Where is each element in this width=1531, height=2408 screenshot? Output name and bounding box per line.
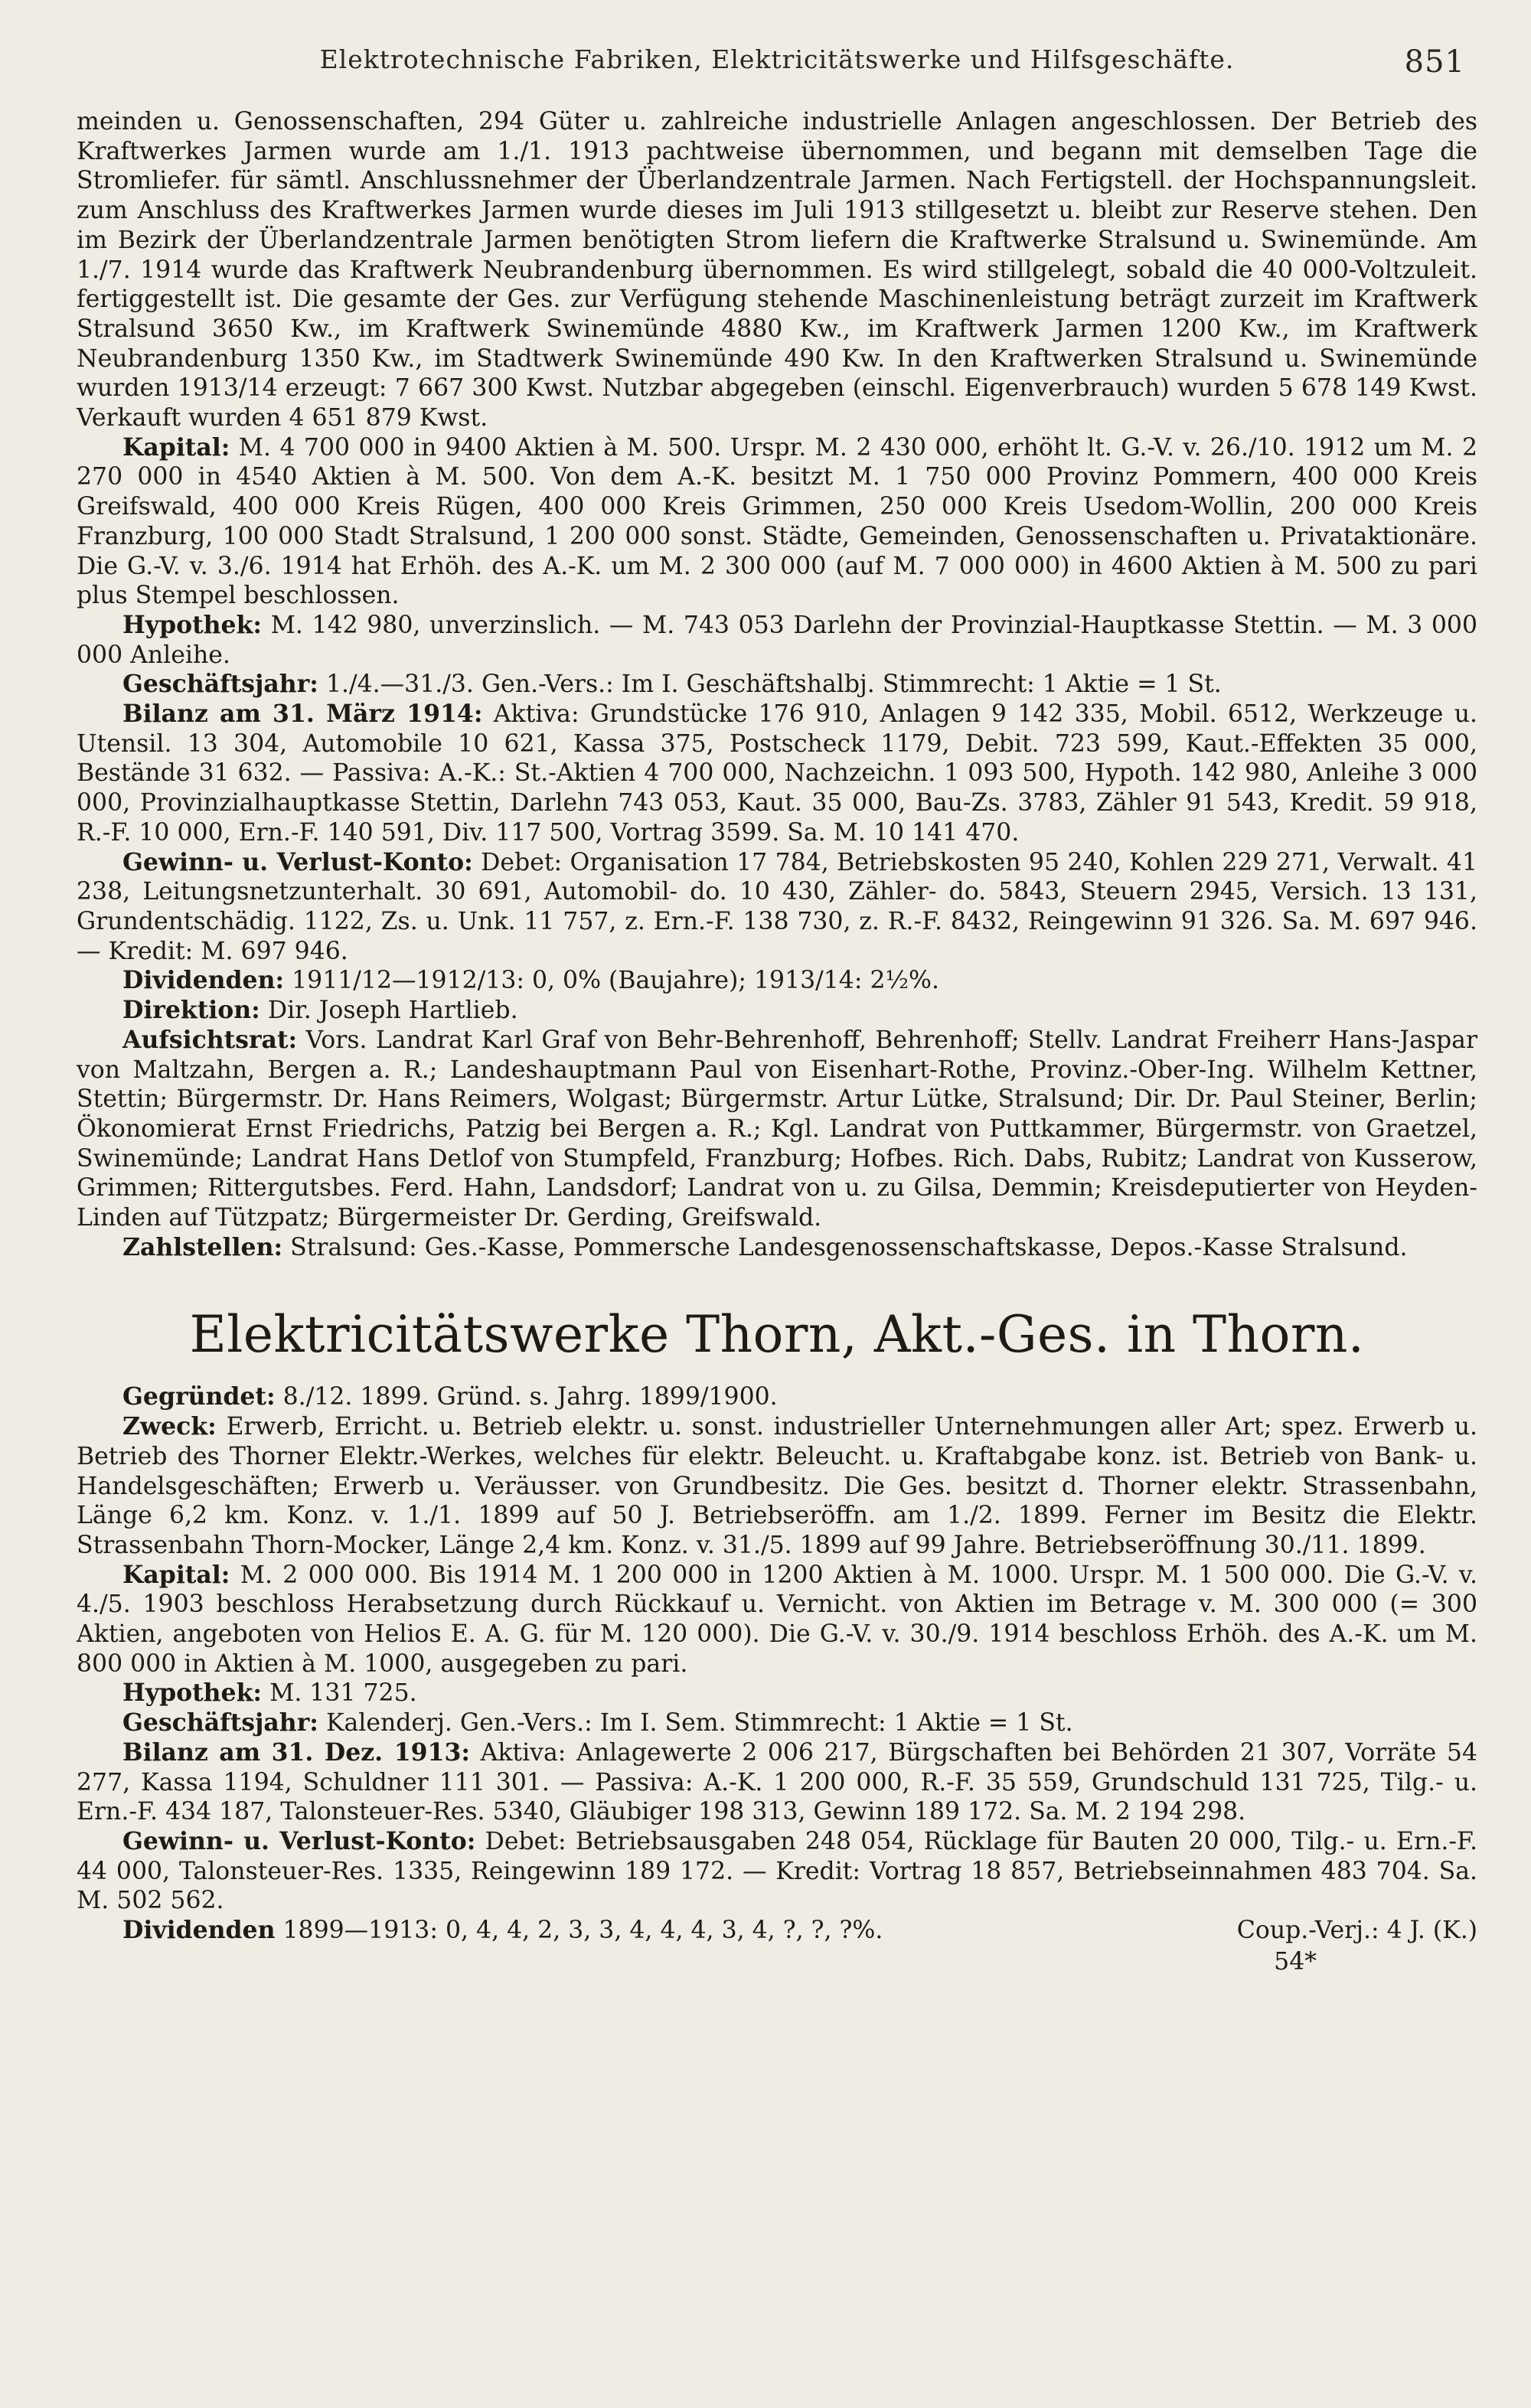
dividends-row <box>77 1916 1477 1946</box>
para-label: Kapital: <box>122 432 230 462</box>
paragraph-gewinn-verlust-2 <box>77 1827 1477 1916</box>
paragraph-dividenden <box>77 966 1477 996</box>
para-label: Bilanz am 31. Dez. 1913: <box>122 1737 470 1767</box>
running-head-title: Elektrotechnische Fabriken, Elektricitätswerke und Hilfsgeschäfte. <box>319 44 1235 74</box>
dividends-label: Dividenden <box>122 1916 276 1945</box>
para-label: Hypothek: <box>122 1679 263 1708</box>
signature-mark: 54* <box>1274 1947 1317 1976</box>
paragraph-geschaeftsjahr-2 <box>77 1708 1477 1738</box>
paragraph-hypothek-2 <box>77 1679 1477 1708</box>
company-title: Elektricitätswerke Thorn, Akt.-Ges. in Thorn. <box>189 1305 1365 1365</box>
para-text: Aktiva: Grundstücke 176 910, Anlagen 9 142 335, Mobil. 6512, Werkzeuge u. Utensil. 13 304, Automobile 10 621, Kassa 375, Postscheck 1179, Debit. 723 599, Kaut.-Effekten 35 000, Bestände 31 632. — Passiva: A.-K.: St.-Aktien 4 700 000, Nachzeichn. 1 093 500, Hypoth. 142 980, Anleihe 3 000 000, Provinzialhauptkasse Stettin, Darlehn 743 053, Kaut. 35 000, Bau-Zs. 3783, Zähler 91 543, Kredit. 59 918, R.-F. 10 000, Ern.-F. 140 591, Div. 117 500, Vortrag 3599. Sa. M. 10 141 470. <box>77 700 1478 847</box>
dividends-text: 1899—1913: 0, 4, 4, 2, 3, 3, 4, 4, 4, 3, 4, ?, ?, ?%. <box>282 1917 883 1945</box>
para-label: Dividenden: <box>122 966 285 995</box>
para-text: 8./12. 1899. Gründ. s. Jahrg. 1899/1900. <box>282 1383 778 1411</box>
paragraph-gewinn-verlust <box>77 848 1477 967</box>
para-text: M. 4 700 000 in 9400 Aktien à M. 500. Urspr. M. 2 430 000, erhöht lt. G.-V. v. 26./10. 1912 um M. 2 270 000 in 4540 Aktien à M. 500. Von dem A.-K. besitzt M. 1 750 000 Provinz Pommern, 400 000 Kreis Greifswald, 400 000 Kreis Rügen, 400 000 Kreis Grimmen, 250 000 Kreis Usedom-Wollin, 200 000 Kreis Franzburg, 100 000 Stadt Stralsund, 1 200 000 sonst. Städte, Gemeinden, Genossenschaften u. Privataktionäre. Die G.-V. v. 3./6. 1914 hat Erhöh. des A.-K. um M. 2 300 000 (auf M. 7 000 000) in 4600 Aktien à M. 500 zu pari plus Stempel beschlossen. <box>77 433 1478 610</box>
para-text: Vors. Landrat Karl Graf von Behr-Behrenhoff, Behrenhoff; Stellv. Landrat Freiherr Hans-Jaspar von Maltzahn, Bergen a. R.; Landeshauptmann Paul von Eisenhart-Rothe, Provinz.-Ober-Ing. Wilhelm Kettner, Stettin; Bürgermstr. Dr. Hans Reimers, Wolgast; Bürgermstr. Artur Lütke, Stralsund; Dir. Dr. Paul Steiner, Berlin; Ökonomierat Ernst Friedrichs, Patzig bei Bergen a. R.; Kgl. Landrat von Puttkammer, Bürgermstr. von Graetzel, Swinemünde; Landrat Hans Detlof von Stumpfeld, Franzburg; Hofbes. Rich. Dabs, Rubitz; Landrat von Kusserow, Grimmen; Rittergutsbes. Ferd. Hahn, Landsdorf; Landrat von u. zu Gilsa, Demmin; Kreisdeputierter von Heyden-Linden auf Tützpatz; Bürgermeister Dr. Gerding, Greifswald. <box>77 1026 1478 1232</box>
para-label: Kapital: <box>122 1560 230 1589</box>
paragraph-geschaeftsjahr <box>77 670 1477 700</box>
para-text: meinden u. Genossenschaften, 294 Güter u. zahlreiche industrielle Anlagen angeschlossen. Der Betrieb des Kraftwerkes Jarmen wurde am 1./1. 1913 pachtweise übernommen, und begann mit demselben Tage die Stromliefer. für sämtl. Anschlussnehmer der Überlandzentrale Jarmen. Nach Fertigstell. der Hochspannungsleit. zum Anschluss des Kraftwerkes Jarmen wurde dieses im Juli 1913 stillgesetzt u. bleibt zur Reserve stehen. Den im Bezirk der Überlandzentrale Jarmen benötigten Strom liefern die Kraftwerke Stralsund u. Swinemünde. Am 1./7. 1914 wurde das Kraftwerk Neubrandenburg übernommen. Es wird stillgelegt, sobald die 40 000-Voltzuleit. fertiggestellt ist. Die gesamte der Ges. zur Verfügung stehende Maschinenleistung beträgt zurzeit im Kraftwerk Stralsund 3650 Kw., im Kraftwerk Swinemünde 4880 Kw., im Kraftwerk Jarmen 1200 Kw., im Kraftwerk Neubrandenburg 1350 Kw., im Stadtwerk Swinemünde 490 Kw. In den Kraftwerken Stralsund u. Swinemünde wurden 1913/14 erzeugt: 7 667 300 Kwst. Nutzbar abgegeben (einschl. Eigenverbrauch) wurden 5 678 149 Kwst. Verkauft wurden 4 651 879 Kwst. <box>77 108 1477 432</box>
paragraph-direktion <box>77 996 1477 1026</box>
paragraph-zahlstellen <box>77 1233 1477 1263</box>
para-text: 1911/12—1912/13: 0, 0% (Baujahre); 1913/14: 2½%. <box>292 967 939 995</box>
para-label: Gewinn- u. Verlust-Konto: <box>122 1826 476 1855</box>
para-text: 1./4.—31./3. Gen.-Vers.: Im I. Geschäftshalbj. Stimmrecht: 1 Aktie = 1 St. <box>325 671 1222 699</box>
coupon-text: Coup.-Verj.: 4 J. (K.) <box>1236 1917 1477 1945</box>
paragraph-bilanz <box>77 700 1477 848</box>
dividends-entry <box>77 1916 883 1946</box>
page-number: 851 <box>1404 44 1465 80</box>
paragraph-gegruendet <box>77 1382 1477 1412</box>
para-label: Hypothek: <box>122 610 263 639</box>
para-text: Debet: Betriebsausgaben 248 054, Rücklage für Bauten 20 000, Tilg.- u. Ern.-F. 44 000, Talonsteuer-Res. 1335, Reingewinn 189 172. — Kredit: Vortrag 18 857, Betriebseinnahmen 483 704. Sa. M. 502 562. <box>77 1827 1478 1915</box>
para-label: Gewinn- u. Verlust-Konto: <box>122 847 473 876</box>
section-1 <box>77 107 1477 1262</box>
paragraph-1 <box>77 107 1477 433</box>
paragraph-hypothek <box>77 611 1477 670</box>
para-text: Aktiva: Anlagewerte 2 006 217, Bürgschaften bei Behörden 21 307, Vorräte 54 277, Kassa 1194, Schuldner 111 301. — Passiva: A.-K. 1 200 000, R.-F. 35 559, Grundschuld 131 725, Tilg.- u. Ern.-F. 434 187, Talonsteuer-Res. 5340, Gläubiger 198 313, Gewinn 189 172. Sa. M. 2 194 298. <box>77 1738 1477 1826</box>
para-label: Geschäftsjahr: <box>122 670 318 699</box>
para-text: M. 142 980, unverzinslich. — M. 743 053 Darlehn der Provinzial-Hauptkasse Stettin. — M. 3 000 000 Anleihe. <box>77 611 1478 669</box>
para-label: Zweck: <box>122 1412 217 1441</box>
section-2 <box>77 1382 1477 1976</box>
para-label: Geschäftsjahr: <box>122 1708 318 1737</box>
para-label: Gegründet: <box>122 1382 276 1411</box>
paragraph-zweck <box>77 1412 1477 1561</box>
para-label: Aufsichtsrat: <box>122 1025 298 1054</box>
paragraph-kapital-2 <box>77 1561 1477 1679</box>
paragraph-bilanz-2 <box>77 1738 1477 1827</box>
para-label: Zahlstellen: <box>122 1232 283 1261</box>
para-text: M. 131 725. <box>269 1679 417 1708</box>
para-text: Debet: Organisation 17 784, Betriebskosten 95 240, Kohlen 229 271, Verwalt. 41 238, Leitungsnetzunterhalt. 30 691, Automobil- do. 10 430, Zähler- do. 5843, Steuern 2945, Versich. 13 131, Grundentschädig. 1122, Zs. u. Unk. 11 757, z. Ern.-F. 138 730, z. R.-F. 8432, Reingewinn 91 326. Sa. M. 697 946. — Kredit: M. 697 946. <box>77 848 1477 965</box>
para-text: M. 2 000 000. Bis 1914 M. 1 200 000 in 1200 Aktien à M. 1000. Urspr. M. 1 500 000. Die G.-V. v. 4./5. 1903 beschloss Herabsetzung durch Rückkauf u. Vernicht. von Aktien im Betrage v. M. 300 000 (= 300 Aktien, angeboten von Helios E. A. G. für M. 120 000). Die G.-V. v. 30./9. 1914 beschloss Erhöh. des A.-K. um M. 800 000 in Aktien à M. 1000, ausgegeben zu pari. <box>77 1561 1478 1678</box>
paragraph-kapital <box>77 433 1477 611</box>
paragraph-aufsichtsrat <box>77 1026 1477 1233</box>
para-label: Bilanz am 31. März 1914: <box>122 700 483 729</box>
para-text: Kalenderj. Gen.-Vers.: Im I. Sem. Stimmrecht: 1 Aktie = 1 St. <box>325 1709 1073 1737</box>
running-head <box>77 44 1477 92</box>
para-label: Direktion: <box>122 996 260 1025</box>
para-text: Dir. Joseph Hartlieb. <box>267 997 518 1025</box>
para-text: Erwerb, Erricht. u. Betrieb elektr. u. sonst. industrieller Unternehmungen aller Art; spez. Erwerb u. Betrieb des Thorner Elektr.-Werkes, welches für elektr. Beleucht. u. Kraftabgabe konz. ist. Betrieb von Bank- u. Handelsgeschäften; Erwerb u. Veräusser. von Grundbesitz. Die Ges. besitzt d. Thorner elektr. Strassenbahn, Länge 6,2 km. Konz. v. 1./1. 1899 auf 50 J. Betriebseröffn. am 1./2. 1899. Ferner im Besitz die Elektr. Strassenbahn Thorn-Mocker, Länge 2,4 km. Konz. v. 31./5. 1899 auf 99 Jahre. Betriebseröffnung 30./11. 1899. <box>77 1413 1477 1559</box>
para-text: Stralsund: Ges.-Kasse, Pommersche Landesgenossenschaftskasse, Depos.-Kasse Stralsund. <box>290 1233 1408 1261</box>
